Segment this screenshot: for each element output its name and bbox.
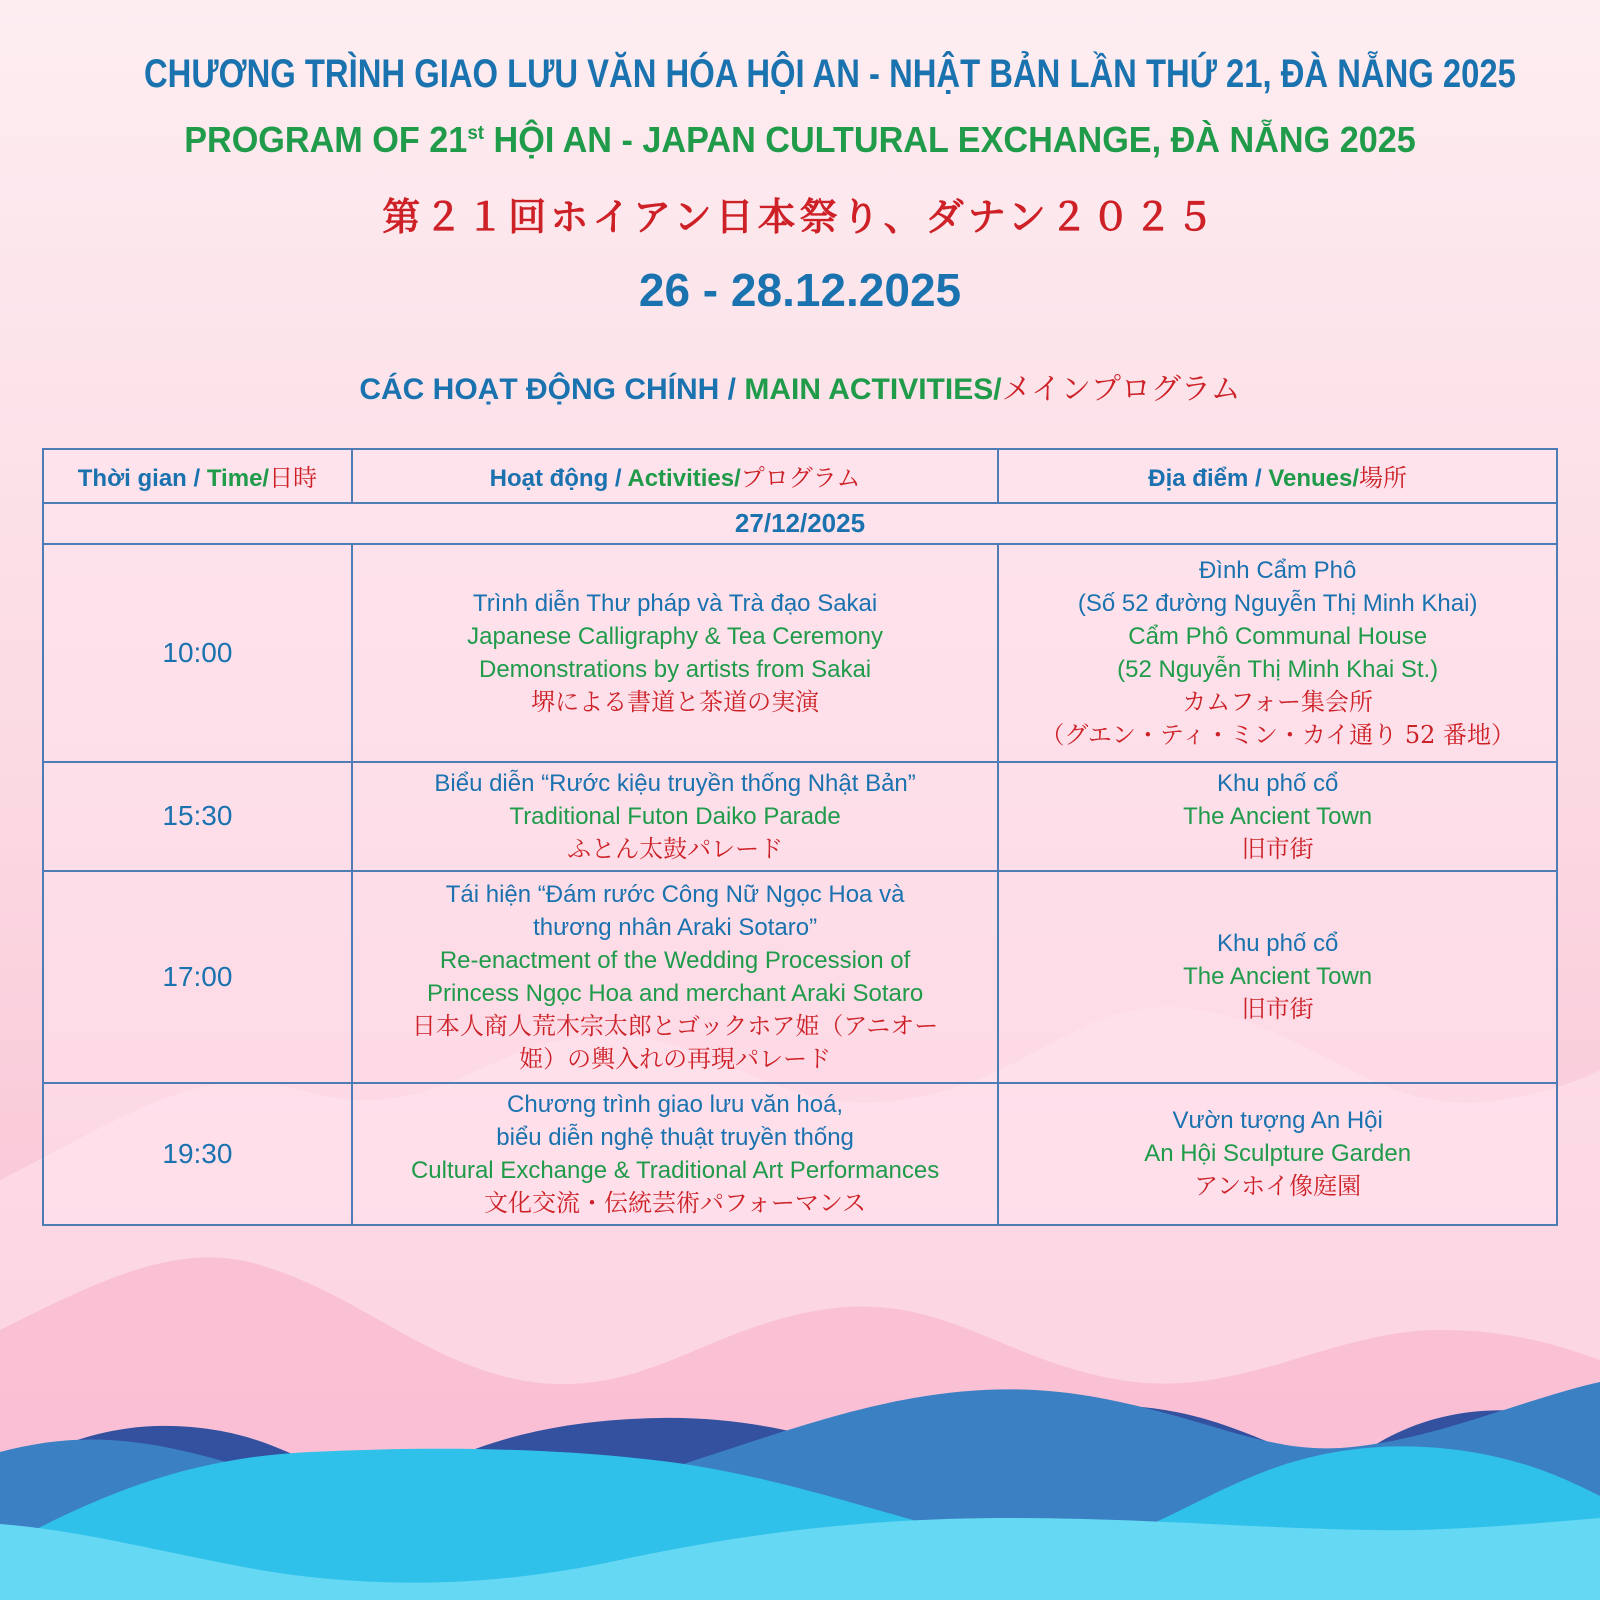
title-japanese: 第２１回ホイアン日本祭り、ダナン２０２５ xyxy=(382,193,1218,239)
venue-line: (52 Nguyễn Thị Minh Khai St.) xyxy=(1117,655,1439,683)
activity-line: Traditional Futon Daiko Parade xyxy=(509,802,841,830)
row-time: 10:00 xyxy=(43,544,352,762)
venue-line: Khu phố cổ xyxy=(1216,930,1339,958)
venue-line: The Ancient Town xyxy=(1183,963,1373,991)
schedule-table xyxy=(42,448,1558,1226)
col-header-time-vi: Thời gian / xyxy=(77,465,207,493)
venue-line: アンホイ像庭園 xyxy=(1194,1172,1362,1201)
venue-line: カムフォー集会所 xyxy=(1182,687,1374,716)
activity-line: Biểu diễn “Rước kiệu truyền thống Nhật Bản” xyxy=(434,769,916,797)
col-header-venue-vi: Địa điểm / xyxy=(1148,465,1269,493)
activity-line: thương nhân Araki Sotaro” xyxy=(533,913,818,941)
activity-line: Demonstrations by artists from Sakai xyxy=(479,655,872,683)
row-venue xyxy=(998,544,1557,762)
activity-line: Tái hiện “Đám rước Công Nữ Ngọc Hoa và xyxy=(445,880,905,908)
row-time: 19:30 xyxy=(43,1083,352,1225)
col-header-venue-ja: 場所 xyxy=(1359,464,1408,493)
activity-line: ふとん太鼓パレード xyxy=(567,834,784,863)
table-row xyxy=(43,1083,1557,1225)
table-row xyxy=(43,871,1557,1083)
venue-line: （グエン・ティ・ミン・カイ通り 52 番地） xyxy=(1040,720,1515,749)
date-header: 27/12/2025 xyxy=(43,503,1557,544)
row-time: 17:00 xyxy=(43,871,352,1083)
col-header-venue xyxy=(998,449,1557,503)
activity-line: Chương trình giao lưu văn hoá, xyxy=(507,1090,844,1118)
row-venue xyxy=(998,1083,1557,1225)
activity-line: Cultural Exchange & Traditional Art Performances xyxy=(410,1156,940,1184)
activity-line: 堺による書道と茶道の実演 xyxy=(531,687,820,716)
row-venue xyxy=(998,762,1557,871)
activity-line: Japanese Calligraphy & Tea Ceremony xyxy=(467,622,883,650)
venue-line: 旧市街 xyxy=(1241,995,1314,1024)
section-heading-vi: CÁC HOẠT ĐỘNG CHÍNH / xyxy=(359,372,745,406)
col-header-time xyxy=(43,449,352,503)
col-header-venue-en: Venues/ xyxy=(1268,465,1360,493)
event-dates: 26 - 28.12.2025 xyxy=(638,264,962,317)
activity-line: 日本人商人荒木宗太郎とゴックホア姫（アニオー xyxy=(411,1011,939,1040)
venue-line: Đình Cẩm Phô xyxy=(1198,556,1357,584)
title-english-ordinal-suffix: st xyxy=(467,122,485,144)
venue-line: Cẩm Phô Communal House xyxy=(1128,622,1428,650)
activity-line: Trình diễn Thư pháp và Trà đạo Sakai xyxy=(472,589,878,617)
row-activity xyxy=(352,762,998,871)
title-english xyxy=(40,120,1560,160)
section-heading-ja: メインプログラム xyxy=(1001,371,1241,407)
title-english-suffix: HỘI AN - JAPAN CULTURAL EXCHANGE, ĐÀ NẴNG 2025 xyxy=(484,119,1416,160)
venue-line: Khu phố cổ xyxy=(1216,769,1339,797)
venue-line: 旧市街 xyxy=(1241,834,1314,863)
section-heading xyxy=(0,372,1600,408)
venue-line: An Hội Sculpture Garden xyxy=(1144,1140,1412,1168)
table-row xyxy=(43,544,1557,762)
date-header-row xyxy=(43,503,1557,544)
col-header-activity-vi: Hoạt động / xyxy=(489,465,628,493)
venue-line: (Số 52 đường Nguyễn Thị Minh Khai) xyxy=(1077,589,1478,617)
row-time: 15:30 xyxy=(43,762,352,871)
activity-line: Re-enactment of the Wedding Procession of xyxy=(439,946,911,974)
table-header-row xyxy=(43,449,1557,503)
section-heading-en: MAIN ACTIVITIES/ xyxy=(744,372,1002,406)
venue-line: Vườn tượng An Hội xyxy=(1172,1107,1383,1135)
row-activity xyxy=(352,1083,998,1225)
activity-line: 文化交流・伝統芸術パフォーマンス xyxy=(484,1188,867,1217)
venue-line: The Ancient Town xyxy=(1183,802,1373,830)
activity-line: 姫）の輿入れの再現パレード xyxy=(519,1044,832,1073)
row-activity xyxy=(352,544,998,762)
row-activity xyxy=(352,871,998,1083)
activity-line: Princess Ngọc Hoa and merchant Araki Sotaro xyxy=(426,979,924,1007)
col-header-time-ja: 日時 xyxy=(269,464,318,493)
col-header-time-en: Time/ xyxy=(206,465,270,493)
title-vietnamese: CHƯƠNG TRÌNH GIAO LƯU VĂN HÓA HỘI AN - NHẬT BẢN LẦN THỨ 21, ĐÀ NẴNG 2025 xyxy=(144,52,1516,96)
table-row xyxy=(43,762,1557,871)
activity-line: biểu diễn nghệ thuật truyền thống xyxy=(496,1123,854,1151)
title-english-prefix: PROGRAM OF 21 xyxy=(184,119,468,160)
row-venue xyxy=(998,871,1557,1083)
col-header-activity-en: Activities/ xyxy=(627,465,741,493)
col-header-activity-ja: プログラム xyxy=(740,464,861,493)
col-header-activity xyxy=(352,449,998,503)
